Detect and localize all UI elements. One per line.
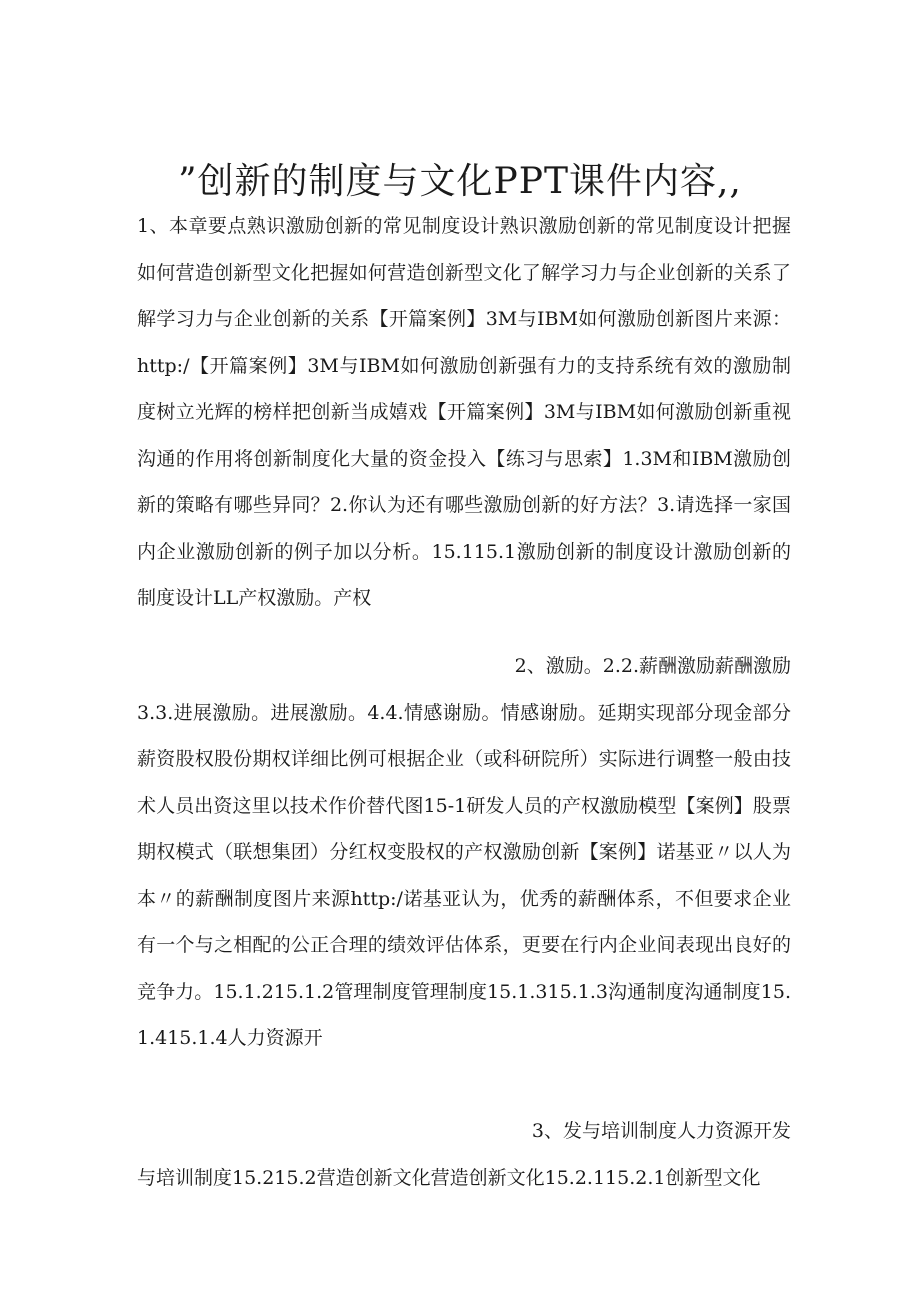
paragraph-2-lead: 2、激励。2.2.薪酬激励薪酬激励 [514, 655, 791, 677]
paragraph-3-body: 与培训制度15.215.2营造创新文化营造创新文化15.2.115.2.1创新型文化 [137, 1166, 761, 1189]
page-title: ”创新的制度与文化PPT课件内容,, [178, 161, 742, 203]
paragraph-2-body: 3.3.进展激励。进展激励。4.4.情感谢励。情感谢励。延期实现部分现金部分薪资股权股份期权详细比例可根据企业（或科研院所）实际进行调整一般由技术人员出资这里以技术作价替代图15-1研发人员的产权激励模型【案例】股票期权模式（联想集团）分红权变股权的产权激励创新【案例】诺基亚〃以人为本〃的薪酬制度图片来源http:/诺基亚认为，优秀的薪酬体系，不但要求企业有一个与之相配的公正合理的绩效评估体系，更要在行内企业间表现出良好的竞争力。15.1.215.1.2管理制度管理制度15.1.315.1.3沟通制度沟通制度15.1.415.1.4人力资源开 [137, 701, 791, 1049]
paragraph-1-body: 1、本章要点熟识激励创新的常见制度设计熟识激励创新的常见制度设计把握如何营造创新型文化把握如何营造创新型文化了解学习力与企业创新的关系了解学习力与企业创新的关系【开篇案例】3M与IBM如何激励创新图片来源：http:/【开篇案例】3M与IBM如何激励创新强有力的支持系统有效的激励制度树立光辉的榜样把创新当成嬉戏【开篇案例】3M与IBM如何激励创新重视沟通的作用将创新制度化大量的资金投入【练习与思索】1.3M和IBM激励创新的策略有哪些异同？2.你认为还有哪些激励创新的好方法？3.请选择一家国内企业激励创新的例子加以分析。15.115.1激励创新的制度设计激励创新的制度设计LL产权激励。产权 [137, 215, 791, 609]
paragraph-1 [137, 203, 791, 622]
paragraph-3-lead: 3、发与培训制度人力资源开发 [531, 1120, 791, 1142]
paragraph-3 [137, 1108, 791, 1201]
paragraph-2 [137, 643, 791, 1062]
